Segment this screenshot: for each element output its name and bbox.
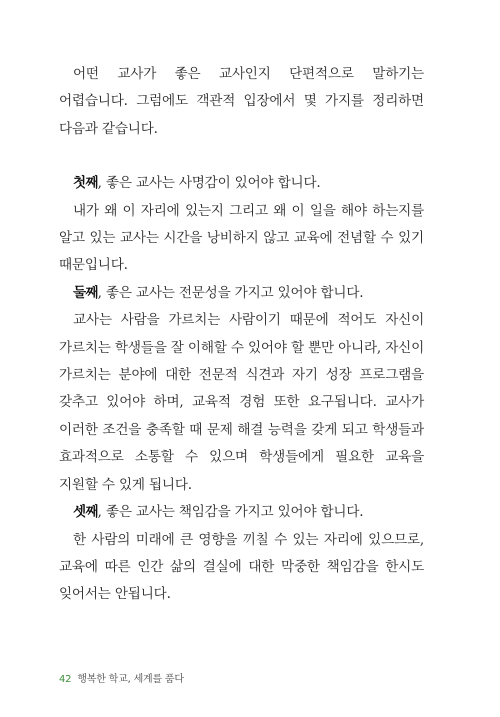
point-2-heading-text: , 좋은 교사는 전문성을 가지고 있어야 합니다. bbox=[97, 284, 364, 301]
point-3-paragraph: 한 사람의 미래에 큰 영향을 끼칠 수 있는 자리에 있으므로, 교육에 따른 인간 삶의 결실에 대한 막중한 책임감을 한시도 잊어서는 안됩니다. bbox=[59, 531, 424, 603]
point-2-heading bbox=[59, 280, 424, 307]
page-footer bbox=[59, 670, 184, 685]
page-number: 42 bbox=[59, 674, 72, 685]
point-2-lead: 둘째 bbox=[73, 284, 98, 301]
page-body bbox=[59, 61, 424, 609]
intro-paragraph: 어떤 교사가 좋은 교사인지 단편적으로 말하기는 어렵습니다. 그럼에도 객관적 입장에서 몇 가지를 정리하면 다음과 같습니다. bbox=[59, 66, 424, 137]
point-1-lead: 첫째 bbox=[73, 175, 98, 192]
point-3-heading bbox=[59, 499, 424, 526]
point-3-heading-text: , 좋은 교사는 책임감을 가지고 있어야 합니다. bbox=[97, 504, 364, 521]
book-title: 행복한 학교, 세계를 품다 bbox=[77, 674, 184, 685]
point-2-paragraph: 교사는 사람을 가르치는 사람이기 때문에 적어도 자신이 가르치는 학생들을 잘 이해할 수 있어야 할 뿐만 아니라, 자신이 가르치는 분야에 대한 전문적 식견과 자기 성장 프로그램을 갖추고 있어야 하며, 교육적 경험 또한 요구됩니다. 교사가 이러한 조건을 충족할 때 문제 해결 능력을 갖게 되고 학생들과 효과적으로 소통할 수 있으며 학생들에게 필요한 교육을 지원할 수 있게 됩니다. bbox=[59, 312, 424, 493]
point-3-lead: 셋째 bbox=[73, 504, 98, 521]
point-1-heading-text: , 좋은 교사는 사명감이 있어야 합니다. bbox=[97, 175, 321, 192]
point-1-heading bbox=[59, 170, 424, 197]
section-gap bbox=[59, 143, 424, 170]
point-1-paragraph: 내가 왜 이 자리에 있는지 그리고 왜 이 일을 해야 하는지를 알고 있는 교사는 시간을 낭비하지 않고 교육에 전념할 수 있기 때문입니다. bbox=[59, 202, 424, 274]
